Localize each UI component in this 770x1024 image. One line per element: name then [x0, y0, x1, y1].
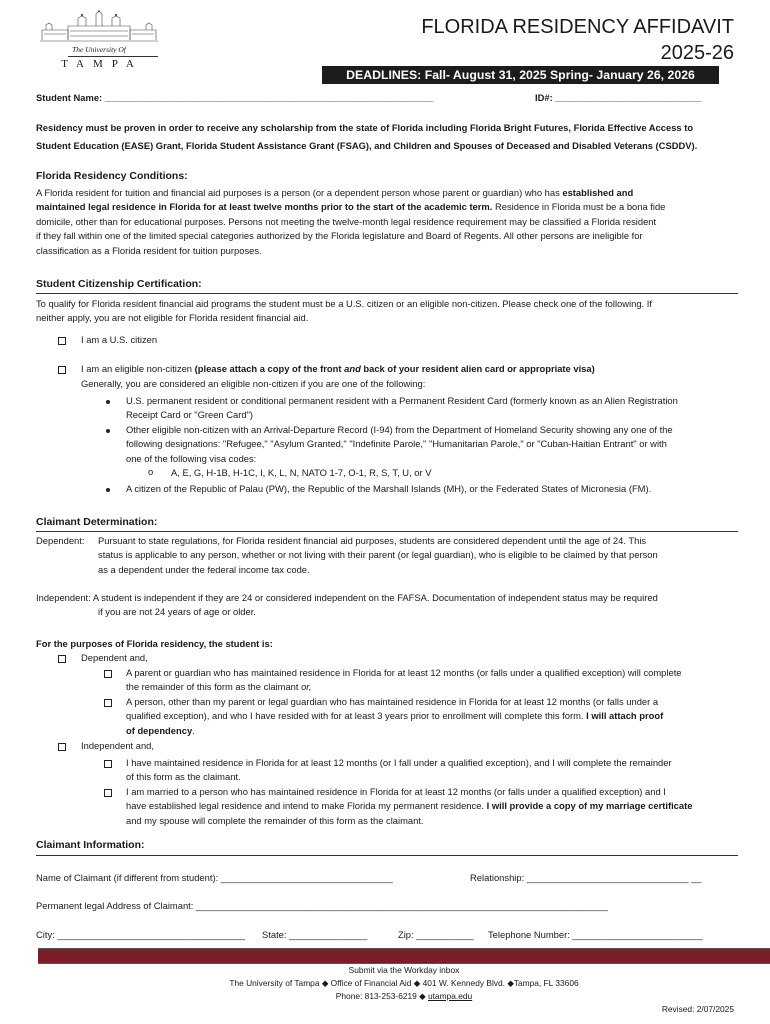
purposes-text: For the purposes of Florida residency, the student is:	[36, 638, 273, 649]
bullet-icon	[106, 400, 110, 404]
d1a: A parent or guardian who has maintained residence in Florida for at least 12 months (or falls under a qualified exception) will complete	[126, 667, 682, 678]
footer-phone-line	[38, 990, 770, 1003]
us-citizen-label: I am a U.S. citizen	[81, 334, 158, 345]
self-residence-checkbox[interactable]	[104, 760, 112, 768]
title-year: 2025-26	[660, 42, 734, 64]
claimant-information-rule	[36, 855, 738, 856]
claimant-determination-rule	[36, 531, 738, 532]
b2c: one of the following visa codes:	[126, 452, 257, 464]
footer-band	[38, 948, 770, 964]
dependent-label: Dependent:	[36, 535, 85, 546]
dependent-definition	[98, 534, 738, 577]
conditions-l2b: Residence in Florida must be a bona fide	[492, 201, 666, 213]
d2e: .	[192, 724, 195, 736]
intro-paragraph	[36, 121, 736, 154]
footer-street: 401 W. Kennedy Blvd.	[422, 978, 505, 988]
claimant-information-heading: Claimant Information:	[36, 839, 145, 851]
footer-office: Office of Financial Aid	[330, 978, 412, 988]
title-line1: FLORIDA RESIDENCY AFFIDAVIT	[421, 16, 734, 38]
i2a: I am married to a person who has maintained residence in Florida for at least 12 months (or falls under a qualified exception) and I	[126, 786, 666, 797]
footer-university: The University of Tampa	[229, 978, 320, 988]
diamond-icon: ◆	[321, 978, 329, 988]
other-person-option	[126, 695, 738, 738]
bullet-arrival-departure	[126, 423, 738, 466]
university-logo	[38, 10, 160, 72]
student-id-field[interactable]: ID#: ____________________________	[535, 92, 702, 103]
d2d: of dependency	[126, 724, 193, 736]
telephone-field[interactable]: Telephone Number: _________________________	[488, 929, 703, 940]
other-person-checkbox[interactable]	[104, 699, 112, 707]
non-citizen-attach: (please attach a copy of the front	[194, 363, 345, 374]
diamond-icon: ◆	[507, 978, 514, 988]
conditions-l4: if they fall within one of the limited special categories authorized by the Florida legislature and Board of Regents. All other persons are ineligible for	[36, 230, 643, 242]
non-citizen-label	[81, 362, 595, 376]
citizenship-intro	[36, 297, 736, 326]
married-option	[126, 785, 738, 828]
conditions-l1b: established and	[562, 187, 634, 198]
b1a: U.S. permanent resident or conditional permanent resident with a Permanent Resident Card (formerly known as an Alien Registration	[126, 395, 678, 406]
revised-date: Revised: 2/07/2025	[661, 1004, 734, 1014]
diamond-icon: ◆	[419, 991, 426, 1001]
parent-guardian-checkbox[interactable]	[104, 670, 112, 678]
dep3: as a dependent under the federal income tax code.	[98, 563, 310, 575]
i2c: I will provide a copy of my marriage certificate	[486, 800, 693, 812]
parent-guardian-option	[126, 666, 738, 695]
bullet-icon	[106, 429, 110, 433]
form-title	[421, 14, 734, 66]
zip-field[interactable]: Zip: ___________	[398, 929, 474, 940]
i2b: have established legal residence and intend to make Florida my permanent residence.	[126, 800, 487, 812]
logo-tampa-text: TAMPA	[61, 58, 143, 70]
city-field[interactable]: City: ____________________________________	[36, 929, 246, 940]
intro-line2: Student Education (EASE) Grant, Florida Student Assistance Grant (FSAG), and Children and Spouses of Deceased and Disabled Veterans (CSDDV).	[36, 140, 698, 152]
logo-rule	[68, 56, 158, 57]
bullet-icon	[106, 488, 110, 492]
d2c: I will attach proof	[586, 710, 664, 722]
dep1: Pursuant to state regulations, for Florida resident financial aid purposes, students are considered dependent until the age of 24. This	[98, 535, 647, 546]
non-citizen-and: and	[344, 363, 361, 374]
website-link[interactable]: utampa.edu	[427, 991, 473, 1001]
b2a: Other eligible non-citizen with an Arrival-Departure Record (I-94) from the Department of Homeland Security showing any one of the	[126, 424, 673, 435]
visa-marker-icon: o	[148, 466, 154, 477]
intro-line1: Residency must be proven in order to receive any scholarship from the state of Florida including Florida Bright Futures, Florida Effective Access to	[36, 122, 694, 133]
independent-and-label: Independent and,	[81, 740, 154, 751]
generally-text: Generally, you are considered an eligible non-citizen if you are one of the following:	[81, 378, 426, 389]
state-field[interactable]: State: _______________	[262, 929, 368, 940]
dependent-checkbox[interactable]	[58, 655, 66, 663]
independent-definition	[36, 591, 738, 620]
citizenship-rule	[36, 293, 738, 294]
conditions-l3: domicile, other than for educational purposes. Persons not meeting the twelve-month legal residence requirement may be classified a Florida resident	[36, 215, 657, 227]
citizenship-l1: To qualify for Florida resident financial aid programs the student must be a U.S. citizen or an eligible non-citizen. Please check one of the following. If	[36, 298, 652, 309]
conditions-l5: classification as a Florida resident for tuition purposes.	[36, 244, 262, 256]
conditions-paragraph	[36, 186, 736, 258]
bullet-palau: A citizen of the Republic of Palau (PW), the Republic of the Marshall Islands (MH), or the Federated States of Micronesia (FM).	[126, 483, 652, 494]
d1b: the remainder of this form as the claimant	[126, 681, 302, 693]
student-name-field[interactable]: Student Name: _______________________________________________________________	[36, 92, 434, 103]
i2d: and my spouse will complete the remainder of this form as the claimant.	[126, 814, 424, 826]
conditions-l2a: maintained legal residence in Florida for at least twelve months prior to the start of the academic term.	[36, 201, 493, 213]
claimant-address-field[interactable]: Permanent legal Address of Claimant: _______________________________________________________________________________	[36, 900, 608, 911]
d2b: qualified exception), and who I have resided with for at least 3 years prior to enrollment will complete this form.	[126, 710, 587, 722]
independent-checkbox[interactable]	[58, 743, 66, 751]
b2b: following designations: "Refugee," "Asylum Granted," "Indefinite Parole," "Humanitarian Parole," or "Cuban-Haitian Entrant" or with	[126, 438, 667, 450]
non-citizen-checkbox[interactable]	[58, 366, 66, 374]
footer-contact	[38, 964, 770, 1003]
citizenship-l2: neither apply, you are not eligible for Florida resident financial aid.	[36, 312, 309, 324]
dependent-and-label: Dependent and,	[81, 652, 148, 663]
ind2: if you are not 24 years of age or older.	[98, 606, 256, 618]
footer-city: Tampa, FL 33606	[513, 978, 579, 988]
dep2: status is applicable to any person, whether or not living with their parent (or legal guardian), who is eligible to be claimed by that person	[98, 549, 658, 561]
claimant-name-field[interactable]: Name of Claimant (if different from student): _________________________________	[36, 872, 393, 883]
building-illustration-icon	[38, 10, 160, 48]
i1a: I have maintained residence in Florida for at least 12 months (or I fall under a qualified exception), and I will complete the remainder	[126, 757, 672, 768]
bullet-permanent-resident	[126, 394, 738, 423]
non-citizen-back: back of your resident alien card or appropriate visa)	[360, 363, 595, 374]
non-citizen-text: I am an eligible non-citizen	[81, 363, 195, 374]
claimant-determination-heading: Claimant Determination:	[36, 516, 158, 528]
d1c: or,	[301, 681, 312, 693]
visa-codes: A, E, G, H-1B, H-1C, I, K, L, N, NATO 1-7, O-1, R, S, T, U, or V	[171, 467, 432, 478]
self-residence-option	[126, 756, 738, 785]
footer-address	[38, 977, 770, 990]
conditions-heading: Florida Residency Conditions:	[36, 170, 188, 182]
us-citizen-checkbox[interactable]	[58, 337, 66, 345]
ind1: Independent: A student is independent if they are 24 or considered independent on the FAFSA. Documentation of independent status may be required	[36, 592, 658, 603]
conditions-l1a: A Florida resident for tuition and financial aid purposes is a person (or a dependent person whose parent or guardian) who has	[36, 187, 563, 198]
diamond-icon: ◆	[413, 978, 421, 988]
deadlines-bar: DEADLINES: Fall- August 31, 2025 Spring- January 26, 2026	[322, 66, 719, 84]
i1b: of this form as the claimant.	[126, 771, 241, 783]
submit-instruction: Submit via the Workday inbox	[348, 965, 460, 975]
relationship-field[interactable]: Relationship: _______________________________ __	[470, 872, 702, 883]
married-checkbox[interactable]	[104, 789, 112, 797]
b1b: Receipt Card or "Green Card")	[126, 409, 254, 421]
citizenship-heading: Student Citizenship Certification:	[36, 278, 202, 290]
d2a: A person, other than my parent or legal guardian who has maintained residence in Florida for at least 12 months (or falls under a	[126, 696, 659, 707]
footer-phone: Phone: 813-253-6219	[335, 991, 417, 1001]
logo-university-text: The University Of	[72, 45, 126, 54]
